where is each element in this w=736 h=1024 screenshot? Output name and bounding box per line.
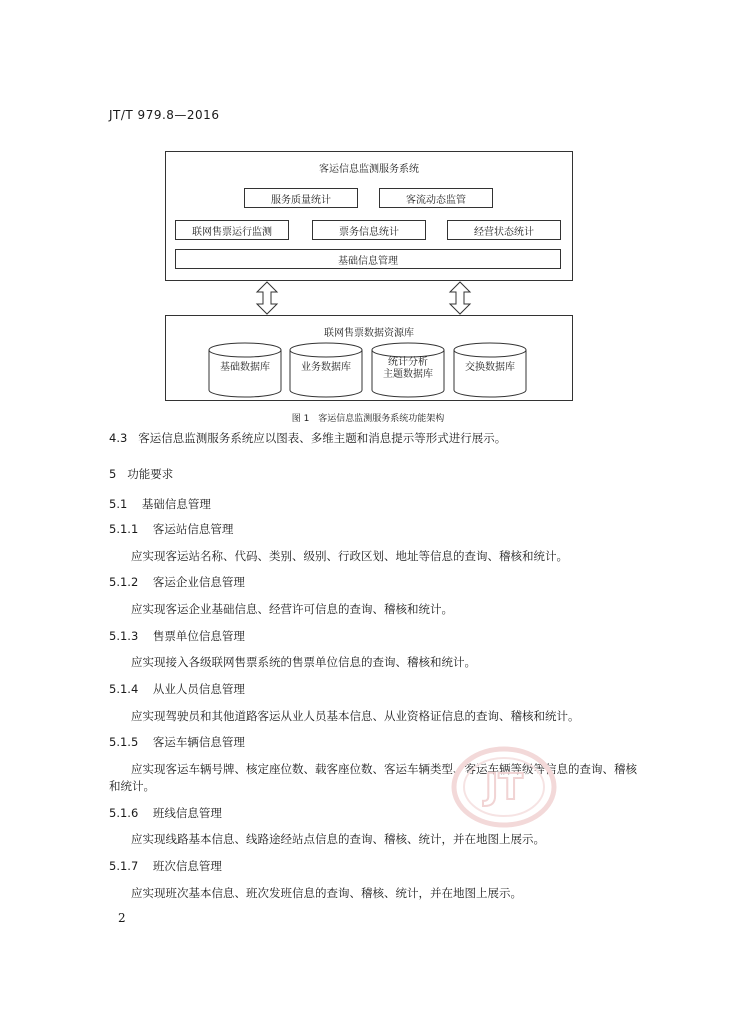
section-5-1-3-body: 应实现接入各级联网售票系统的售票单位信息的查询、稽核和统计。 [131,655,476,669]
section-5-1-6-body: 应实现线路基本信息、线路途经站点信息的查询、稽核、统计，并在地图上展示。 [131,832,545,846]
section-title: 基础信息管理 [141,497,211,511]
database-basic [208,342,282,398]
section-number: 5.1.1 [109,522,139,536]
section-5-1-5-body-line2: 和统计。 [109,779,155,793]
clause-4-3 [109,430,506,446]
standard-code: JT/T 979.8—2016 [109,108,220,122]
section-5-1-6-heading [109,805,222,821]
clause-text: 客运信息监测服务系统应以图表、多维主题和消息提示等形式进行展示。 [138,431,507,445]
section-title: 从业人员信息管理 [152,682,245,696]
page-number: 2 [118,911,126,925]
database-business-label: 业务数据库 [301,362,351,373]
data-resource-title: 联网售票数据资源库 [324,328,414,339]
section-title: 班次信息管理 [152,859,222,873]
module-operation-stats: 经营状态统计 [447,220,561,240]
figure-caption: 图 1 客运信息监测服务系统功能架构 [291,414,445,424]
section-5-1-7-heading [109,858,222,874]
section-5-1-5-heading [109,734,245,750]
data-resource-box [165,315,573,401]
database-business [289,342,363,398]
double-arrow-right [448,281,472,315]
module-ticketing-monitor: 联网售票运行监测 [175,220,289,240]
section-5-1-1-body: 应实现客运站名称、代码、类别、级别、行政区划、地址等信息的查询、稽核和统计。 [131,549,568,563]
module-service-quality: 服务质量统计 [244,188,358,208]
module-base-info: 基础信息管理 [175,249,561,269]
section-number: 5.1.4 [109,682,139,696]
section-number: 5.1 [109,497,128,511]
clause-number: 4.3 [109,431,128,445]
section-number: 5.1.7 [109,859,139,873]
database-exchange-label: 交换数据库 [465,362,515,373]
section-number: 5.1.3 [109,629,139,643]
section-number: 5 [109,467,117,481]
database-analysis [371,342,445,398]
jt-watermark-logo [450,745,558,829]
section-5-heading [109,466,173,482]
system-title: 客运信息监测服务系统 [319,164,419,175]
database-analysis-label: 统计分析 主题数据库 [383,357,433,380]
section-title: 客运企业信息管理 [152,575,245,589]
double-arrow-left [255,281,279,315]
database-basic-label: 基础数据库 [220,362,270,373]
database-exchange [453,342,527,398]
section-title: 售票单位信息管理 [152,629,245,643]
section-title: 客运站信息管理 [152,522,234,536]
section-5-1-2-heading [109,574,245,590]
section-number: 5.1.2 [109,575,139,589]
module-ticket-stats: 票务信息统计 [312,220,426,240]
section-5-1-2-body: 应实现客运企业基础信息、经营许可信息的查询、稽核和统计。 [131,602,453,616]
section-5-1-3-heading [109,628,245,644]
section-title: 功能要求 [127,467,174,481]
section-5-1-5-body-line1: 应实现客运车辆号牌、核定座位数、载客座位数、客运车辆类型、客运车辆等级等信息的查询、稽核 [131,762,637,776]
system-box [165,151,573,281]
section-number: 5.1.6 [109,806,139,820]
section-number: 5.1.5 [109,735,139,749]
section-5-1-heading [109,496,211,512]
module-passenger-flow: 客流动态监管 [379,188,493,208]
section-5-1-4-heading [109,681,245,697]
section-5-1-7-body: 应实现班次基本信息、班次发班信息的查询、稽核、统计，并在地图上展示。 [131,886,522,900]
section-title: 班线信息管理 [152,806,222,820]
svg-text:JT: JT [485,767,523,808]
section-5-1-1-heading [109,521,233,537]
section-5-1-4-body: 应实现驾驶员和其他道路客运从业人员基本信息、从业资格证信息的查询、稽核和统计。 [131,709,580,723]
section-title: 客运车辆信息管理 [152,735,245,749]
